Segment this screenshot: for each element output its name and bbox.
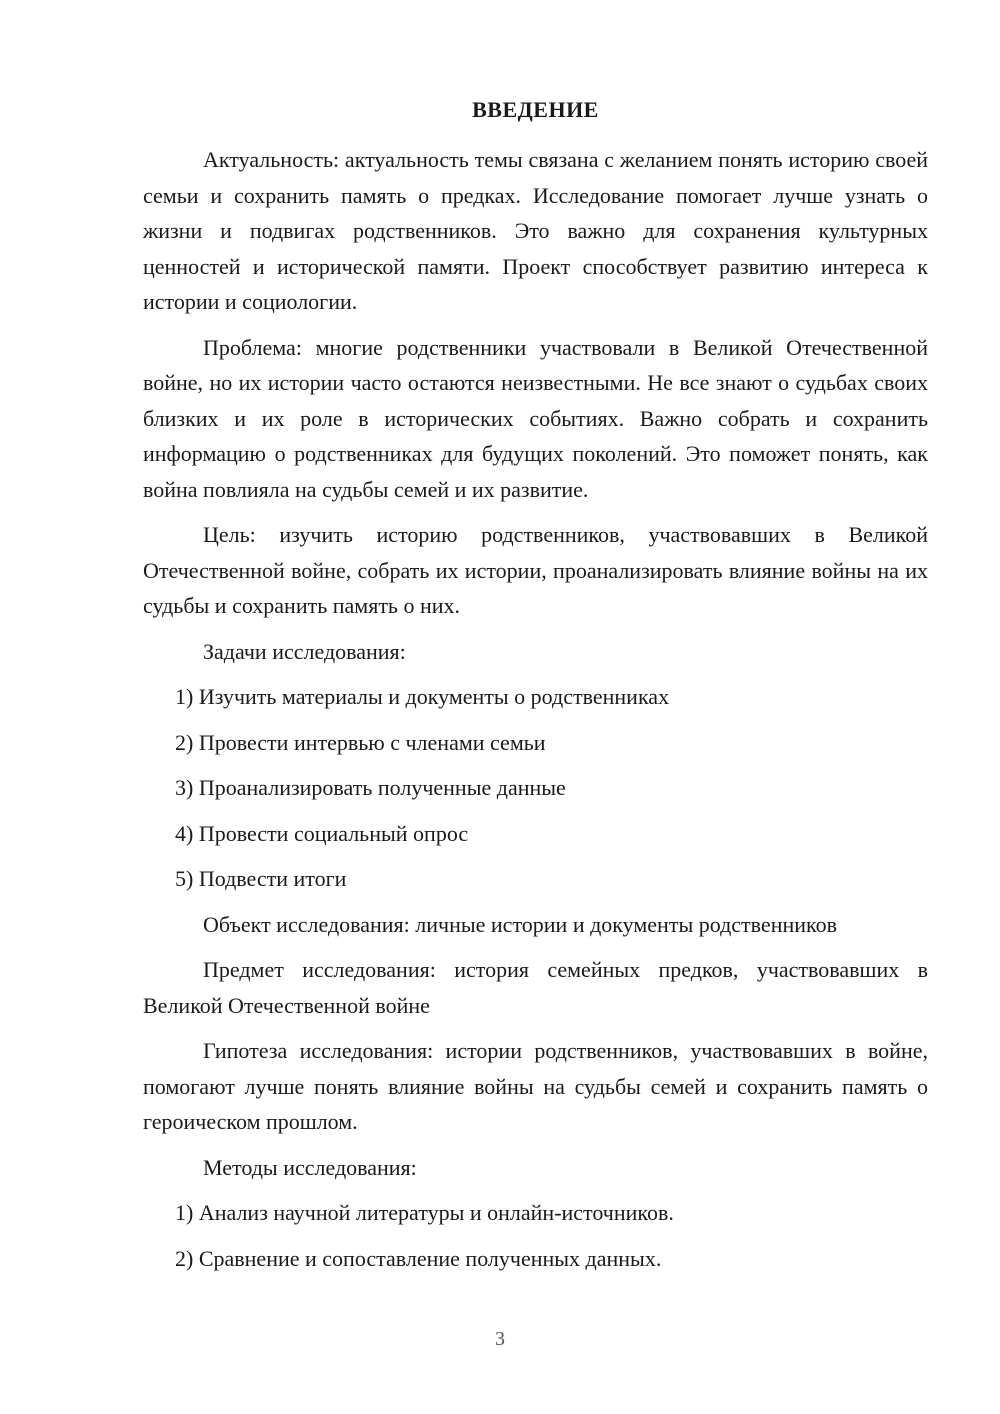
section-heading: ВВЕДЕНИЕ [472, 97, 599, 122]
hypothesis-paragraph: Гипотеза исследования: истории родственников, участвовавших в войне, помогают лучше понять влияние войны на судьбы семей и сохранить память о героическом прошлом. [143, 1038, 928, 1134]
methods-label: Методы исследования: [203, 1154, 417, 1180]
list-item: 3) Проанализировать полученные данные [175, 775, 566, 800]
tasks-list [143, 679, 928, 897]
list-item: 2) Провести интервью с членами семьи [175, 729, 546, 755]
methods-list [143, 1195, 928, 1276]
list-item: 4) Провести социальный опрос [175, 820, 469, 846]
tasks-label: Задачи исследования: [203, 638, 406, 664]
list-item: 5) Подвести итоги [175, 866, 347, 891]
relevance-paragraph: Актуальность: актуальность темы связана с желанием понять историю своей семьи и сохранить память о предках. Исследование помогает лучше узнать о жизни и подвигах родственников. Это важно для сохранения культурных ценностей и исторической памяти. Проект способствует развитию интереса к истории и социологии. [143, 147, 928, 314]
list-item: 2) Сравнение и сопоставление полученных данных. [175, 1245, 662, 1271]
problem-paragraph: Проблема: многие родственники участвовали в Великой Отечественной войне, но их истории часто остаются неизвестными. Не все знают о судьбах своих близких и их роле в исторических событиях. Важно собрать и сохранить информацию о родственниках для будущих поколений. Это поможет понять, как война повлияла на судьбы семей и их развитие. [143, 334, 928, 502]
list-item: 1) Анализ научной литературы и онлайн-источников. [175, 1200, 674, 1225]
object-paragraph: Объект исследования: личные истории и документы родственников [203, 911, 837, 937]
goal-paragraph: Цель: изучить историю родственников, участвовавших в Великой Отечественной войне, собрать их истории, проанализировать влияние войны на их судьбы и сохранить память о них. [143, 522, 928, 618]
list-item: 1) Изучить материалы и документы о родственниках [175, 684, 670, 709]
document-page [143, 92, 928, 1286]
page-number: 3 [495, 1328, 505, 1350]
subject-paragraph: Предмет исследования: история семейных предков, участвовавших в Великой Отечественной войне [143, 957, 928, 1018]
